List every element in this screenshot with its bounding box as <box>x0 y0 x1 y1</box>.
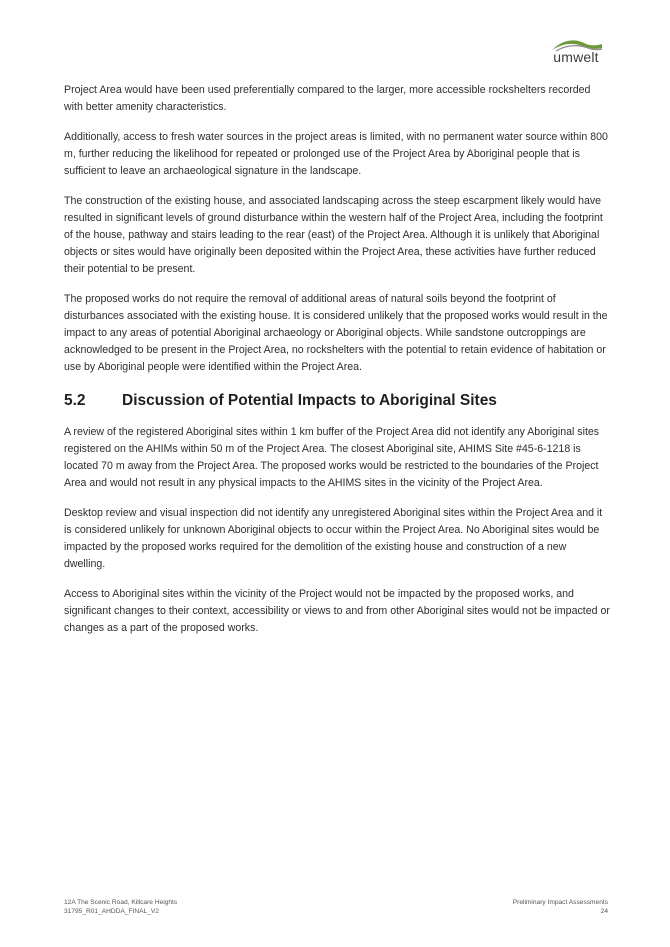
page-content <box>64 82 610 650</box>
logo-text: umwelt <box>553 49 599 65</box>
paragraph: Additionally, access to fresh water sources in the project areas is limited, with no permanent water source within 800 m, further reducing the likelihood for repeated or prolonged use of the Project Area by Aboriginal people that is sufficient to leave an archaeological signature in the landscape. <box>64 131 608 177</box>
footer-left <box>64 898 177 916</box>
footer-right <box>513 898 608 916</box>
section-heading <box>64 392 610 410</box>
paragraph: The proposed works do not require the removal of additional areas of natural soils beyond the footprint of disturbances associated with the existing house. It is considered unlikely that the proposed works would result in the impact to any areas of potential Aboriginal archaeology or Aboriginal objects. While sandstone outcroppings are acknowledged to be present in the Project Area, no rockshelters with the potential to retain evidence of habitation or use by Aboriginal people were identified within the Project Area. <box>64 293 608 373</box>
paragraph: Desktop review and visual inspection did not identify any unregistered Aboriginal sites within the Project Area and it is considered unlikely for unknown Aboriginal objects to occur within the Project Area. No Aboriginal sites would be impacted by the proposed works required for the demolition of the existing house and construction of a new dwelling. <box>64 507 603 570</box>
umwelt-logo <box>546 36 606 70</box>
footer-doc-ref: 31795_R01_AHDDA_FINAL_V2 <box>64 908 159 915</box>
paragraph: The construction of the existing house, and associated landscaping across the steep escarpment likely would have resulted in significant levels of ground disturbance within the western half of the Project Area, including the footprint of the house, pathway and stairs leading to the rear (east) of the Project Area. Although it is unlikely that Aboriginal objects or sites would have originally been deposited within the Project Area, these activities have further reduced their potential to be present. <box>64 195 603 275</box>
section-number: 5.2 <box>64 392 86 409</box>
paragraph: Access to Aboriginal sites within the vicinity of the Project would not be impacted by the proposed works, and significant changes to their context, accessibility or views to and from other Aboriginal sites would not be impacted or changes as a part of the proposed works. <box>64 588 610 634</box>
paragraph: Project Area would have been used preferentially compared to the larger, more accessible rockshelters recorded with better amenity characteristics. <box>64 84 591 113</box>
footer-address: 12A The Scenic Road, Killcare Heights <box>64 899 178 906</box>
section-title: Discussion of Potential Impacts to Aboriginal Sites <box>122 392 497 409</box>
footer-report-title: Preliminary Impact Assessments <box>512 899 608 906</box>
footer-page-number: 24 <box>600 908 608 915</box>
paragraph: A review of the registered Aboriginal sites within 1 km buffer of the Project Area did not identify any Aboriginal sites registered on the AHIMs within 50 m of the Project Area. The closest Aboriginal site, AHIMS Site #45-6-1218 is located 70 m away from the Project Area. The proposed works would be restricted to the boundaries of the Project Area and would not result in any physical impacts to the AHIMS sites in the vicinity of the Project Area. <box>64 426 600 489</box>
